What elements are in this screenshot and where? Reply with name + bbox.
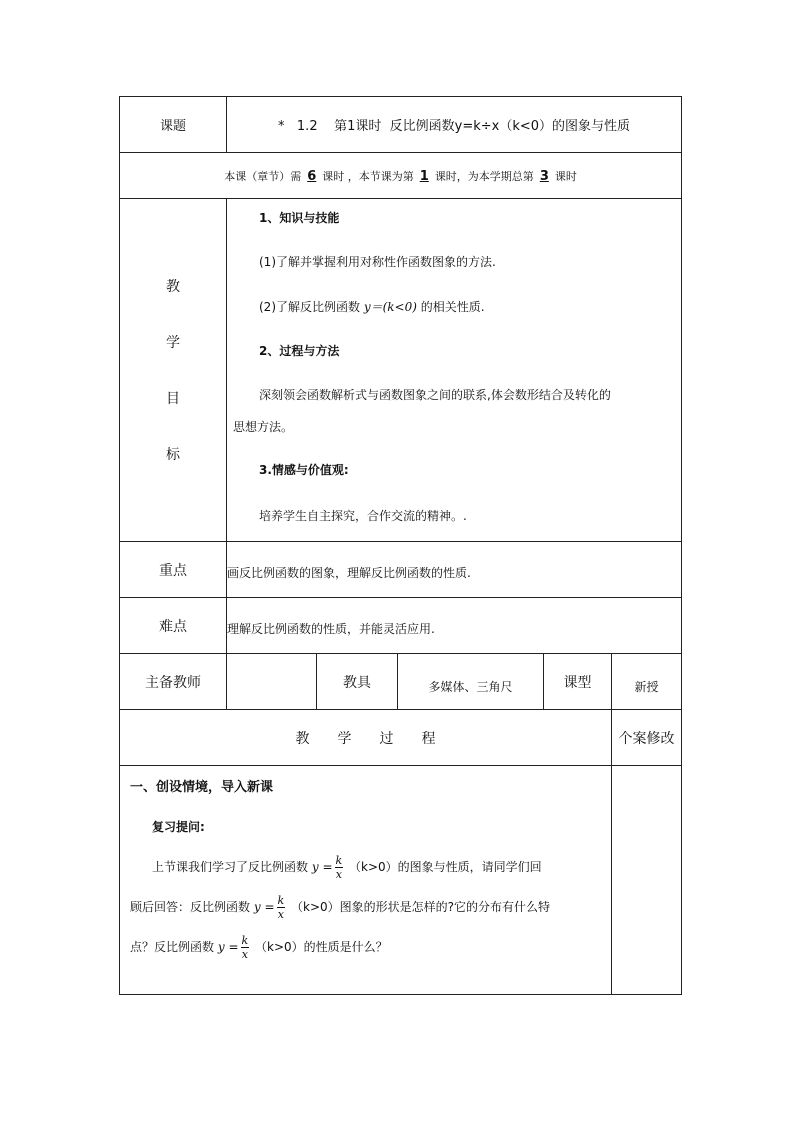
difficulty-text: 理解反比例函数的性质，并能灵活应用.	[227, 598, 682, 654]
revise-label: 个案修改	[612, 710, 682, 766]
process-heading: 教学过程	[120, 710, 612, 766]
topic-label: 课题	[120, 97, 227, 153]
key-points-text: 画反比例函数的图象，理解反比例函数的性质.	[227, 542, 682, 598]
goals-content	[227, 199, 682, 542]
lesson-plan-table	[119, 96, 682, 995]
goal-process-heading: 2、过程与方法	[259, 344, 340, 358]
goal-process-text-2: 思想方法。	[233, 420, 294, 434]
lesson-title: * 1.2 第1课时 反比例函数y=k÷x（k<0）的图象与性质	[227, 97, 682, 153]
teacher-label: 主备教师	[120, 654, 227, 710]
difficulty-label: 难点	[120, 598, 227, 654]
type-label: 课型	[544, 654, 612, 710]
revise-column	[612, 766, 682, 995]
goal-emotion-heading: 3.情感与价值观:	[259, 463, 349, 477]
fraction-k-over-x: $\frac{k}{x}$	[335, 854, 343, 881]
goals-label: 教 学 目 标	[120, 199, 227, 542]
key-points-label: 重点	[120, 542, 227, 598]
current-hour: 1	[419, 168, 429, 184]
fraction-k-over-x: $\frac{k}{x}$	[277, 894, 285, 921]
review-label: 复习提问:	[152, 820, 205, 834]
review-paragraph-line-2: 顾后回答：反比例函数 y = $\frac{k}{x}$ （k>0）图象的形状是怎样的?它的分布有什么特	[130, 894, 551, 921]
tools-value: 多媒体、三角尺	[398, 654, 544, 710]
goal-knowledge-2: (2)了解反比例函数 y＝(k<0) 的相关性质.	[259, 300, 485, 314]
type-value: 新授	[612, 654, 682, 710]
class-hours-line: 本课（章节）需 6 课时 ，本节课为第 1 课时，为本学期总第 3 课时	[120, 153, 682, 199]
process-content	[120, 766, 612, 995]
teacher-value	[227, 654, 317, 710]
goal-knowledge-1: (1)了解并掌握利用对称性作函数图象的方法.	[259, 255, 496, 269]
fraction-k-over-x: $\frac{k}{x}$	[241, 934, 249, 961]
term-hour: 3	[539, 168, 549, 184]
tools-label: 教具	[317, 654, 398, 710]
goal-process-text: 深刻领会函数解析式与函数图象之间的联系,体会数形结合及转化的	[259, 388, 611, 402]
goal-emotion-text: 培养学生自主探究，合作交流的精神。.	[259, 509, 467, 523]
total-hours: 6	[307, 168, 317, 184]
review-paragraph-line-3: 点？反比例函数 y = $\frac{k}{x}$ （k>0）的性质是什么？	[130, 934, 388, 961]
goal-knowledge-heading: 1、知识与技能	[259, 211, 340, 225]
section-title: 一、创设情境，导入新课	[130, 780, 274, 795]
review-paragraph-line-1: 上节课我们学习了反比例函数 y = $\frac{k}{x}$ （k>0）的图象与性质，请同学们回	[152, 854, 542, 881]
